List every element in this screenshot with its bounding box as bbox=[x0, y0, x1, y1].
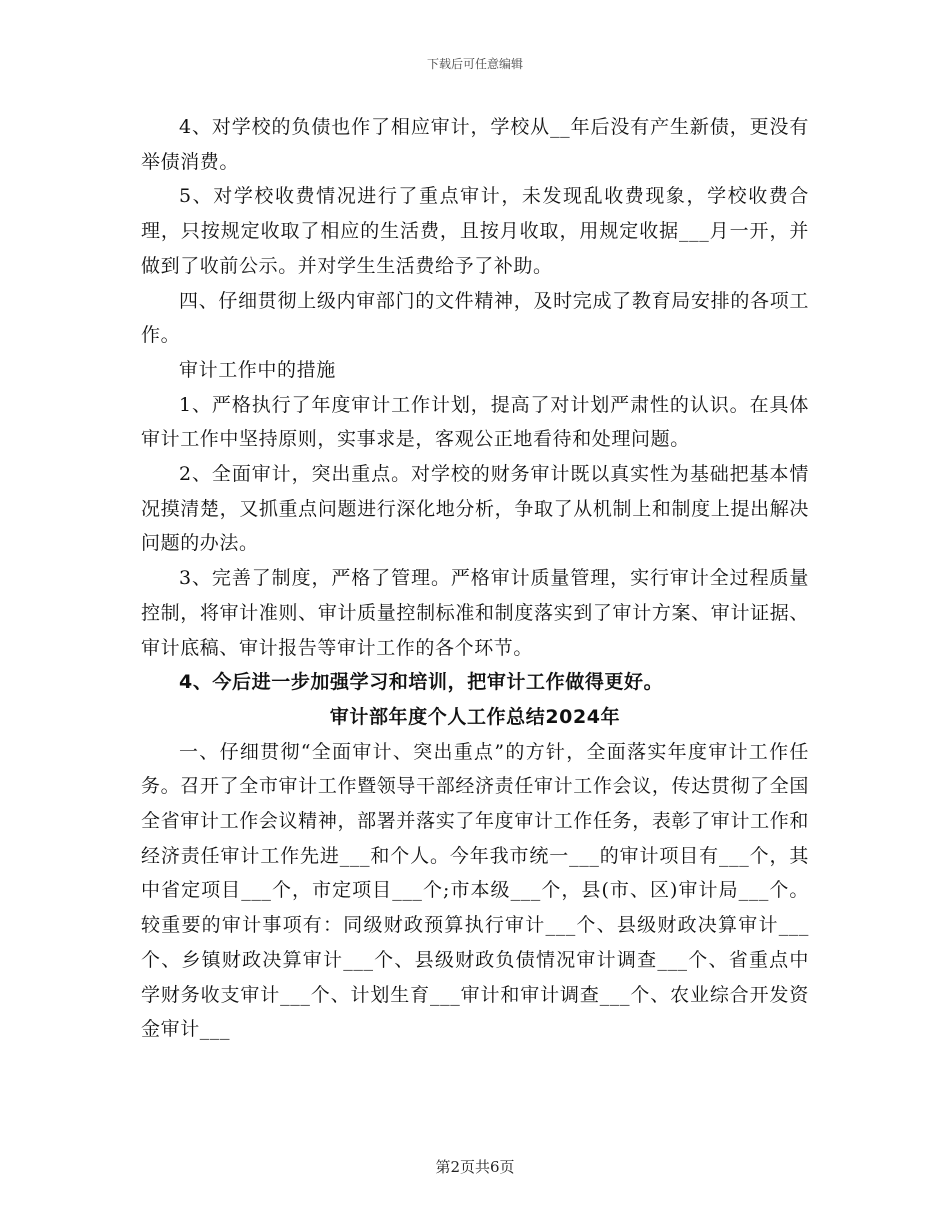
section-title: 审计部年度个人工作总结2024年 bbox=[329, 705, 621, 728]
page-number: 第2页共6页 bbox=[435, 1158, 515, 1176]
header-note: 下载后可任意编辑 bbox=[426, 57, 523, 71]
paragraph-measure-4: 4、今后进一步加强学习和培训，把审计工作做得更好。 bbox=[179, 671, 664, 694]
paragraph-measure-3: 3、完善了制度，严格了管理。严格审计质量管理，实行审计全过程质量控制，将审计准则、审计质量控制标准和制度落实到了审计方案、审计证据、审计底稿、审计报告等审计工作的各个环节。 bbox=[141, 567, 809, 659]
document-body bbox=[141, 110, 809, 1047]
subheading-measures: 审计工作中的措施 bbox=[179, 358, 336, 381]
paragraph-section-one: 一、仔细贯彻“全面审计、突出重点”的方针，全面落实年度审计工作任务。召开了全市审计工作暨领导干部经济责任审计工作会议，传达贯彻了全国全省审计工作会议精神，部署并落实了年度审计工作任务，表彰了审计工作和经济责任审计工作先进___和个人。今年我市统一___的审计项目有___个，其中省定项目___个，市定项目___个;市本级___个，县(市、区)审计局___个。较重要的审计事项有：同级财政预算执行审计___个、县级财政决算审计___个、乡镇财政决算审计___个、县级财政负债情况审计调查___个、省重点中学财务收支审计___个、计划生育___审计和审计调查___个、农业综合开发资金审计___ bbox=[141, 740, 809, 1041]
paragraph-debt-audit: 4、对学校的负债也作了相应审计，学校从__年后没有产生新债，更没有举债消费。 bbox=[141, 116, 809, 173]
paragraph-fee-audit: 5、对学校收费情况进行了重点审计，未发现乱收费现象，学校收费合理，只按规定收取了相应的生活费，且按月收取，用规定收据___月一开，并做到了收前公示。并对学生生活费给予了补助。 bbox=[141, 185, 809, 277]
paragraph-measure-2: 2、全面审计，突出重点。对学校的财务审计既以真实性为基础把基本情况摸清楚，又抓重点问题进行深化地分析，争取了从机制上和制度上提出解决问题的办法。 bbox=[141, 463, 809, 555]
paragraph-section-four: 四、仔细贯彻上级内审部门的文件精神，及时完成了教育局安排的各项工作。 bbox=[141, 289, 809, 347]
paragraph-measure-1: 1、严格执行了年度审计工作计划，提高了对计划严肃性的认识。在具体审计工作中坚持原则，实事求是，客观公正地看待和处理问题。 bbox=[141, 393, 809, 451]
